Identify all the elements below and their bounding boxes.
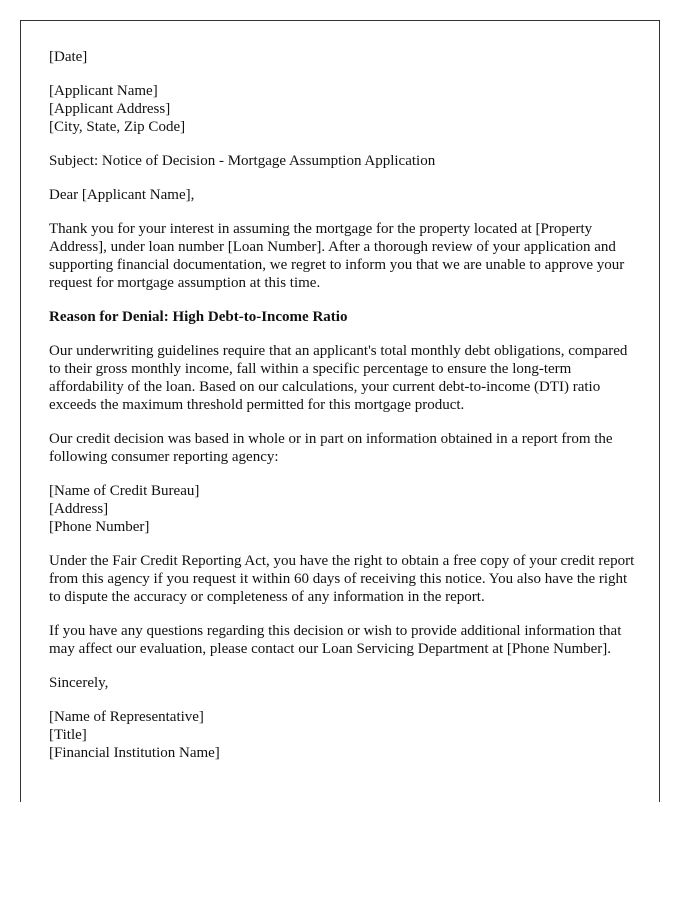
institution-name: [Financial Institution Name] — [49, 745, 220, 761]
bureau-phone: [Phone Number] — [49, 519, 150, 535]
date: [Date] — [49, 49, 88, 65]
applicant-name: [Applicant Name] — [49, 83, 158, 99]
bureau-address: [Address] — [49, 501, 109, 517]
reason-paragraph: Our underwriting guidelines require that an applicant's total monthly debt obligations, compared to their gross monthly income, fall within a specific percentage to ensure the long-term affordability of the loan. Based on our calculations, your current debt-to-income (DTI) ratio exceeds the maximum threshold permitted for this mortgage product. — [49, 343, 628, 413]
salutation: Dear [Applicant Name], — [49, 187, 195, 203]
subject-line: Subject: Notice of Decision - Mortgage Assumption Application — [49, 153, 436, 169]
fcra-paragraph: Under the Fair Credit Reporting Act, you have the right to obtain a free copy of your credit report from this agency if you request it within 60 days of receiving this notice. You also have the right to dispute the accuracy or completeness of any information in the report. — [49, 553, 635, 605]
letter-body — [49, 48, 639, 778]
bureau-name: [Name of Credit Bureau] — [49, 483, 200, 499]
reason-heading: Reason for Denial: High Debt-to-Income Ratio — [49, 309, 348, 325]
applicant-address: [Applicant Address] — [49, 101, 171, 117]
applicant-city: [City, State, Zip Code] — [49, 119, 186, 135]
representative-name: [Name of Representative] — [49, 709, 204, 725]
recipient-address — [49, 82, 639, 136]
representative-title: [Title] — [49, 727, 87, 743]
signature-block — [49, 708, 639, 762]
credit-intro-paragraph: Our credit decision was based in whole or in part on information obtained in a report from the following consumer reporting agency: — [49, 431, 613, 465]
contact-paragraph: If you have any questions regarding this decision or wish to provide additional information that may affect our evaluation, please contact our Loan Servicing Department at [Phone Number]. — [49, 623, 622, 657]
closing: Sincerely, — [49, 675, 109, 691]
letter-page — [20, 20, 660, 802]
credit-bureau-block — [49, 482, 639, 536]
intro-paragraph: Thank you for your interest in assuming the mortgage for the property located at [Property Address], under loan number [Loan Number]. After a thorough review of your application and supporting financial documentation, we regret to inform you that we are unable to approve your request for mortgage assumption at this time. — [49, 221, 625, 291]
